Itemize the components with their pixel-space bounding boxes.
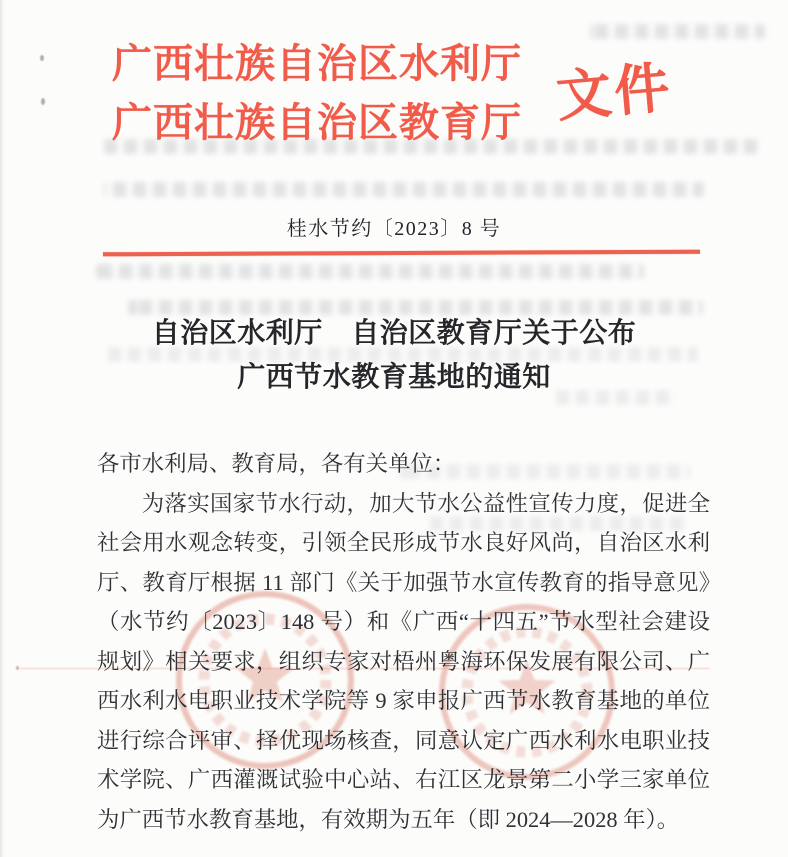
- title-line-2: 广西节水教育基地的通知: [237, 361, 551, 392]
- title-line-1: 自治区水利厅 自治区教育厅关于公布: [151, 317, 637, 348]
- salutation: 各市水利局、教育局，各有关单位：: [97, 451, 456, 476]
- document-number: 桂水节约〔2023〕8 号: [286, 218, 502, 240]
- bleedthrough-smudge: [96, 264, 644, 279]
- document-body: [97, 444, 710, 839]
- scan-speck: [16, 666, 19, 670]
- document-title: [0, 311, 788, 399]
- body-paragraph: 为落实国家节水行动，加大节水公益性宣传力度，促进全社会用水观念转变，引领全民形成节水良好风尚，自治区水利厅、教育厅根据 11 部门《关于加强节水宣传教育的指导意见》（水节约〔2023〕148 号）和《广西“十四五”节水型社会建设规划》相关要求，组织专家对梧州粤海环保发展有限公司、广西水利水电职业技术学院等 9 家申报广西节水教育基地的单位进行综合评审、择优现场核查，同意认定广西水利水电职业技术学院、广西灌溉试验中心站、右江区龙景第二小学三家单位为广西节水教育基地，有效期为五年（即 2024—2028 年）。: [97, 490, 710, 832]
- agency-name-line2: 广西壮族自治区教育厅: [112, 100, 522, 145]
- scan-speck: [40, 55, 44, 61]
- document-type-label: 文件: [553, 57, 675, 128]
- letterhead: [112, 34, 522, 152]
- agency-name-line1: 广西壮族自治区水利厅: [112, 41, 522, 86]
- scan-speck: [41, 98, 45, 105]
- bleedthrough-smudge: [590, 24, 765, 39]
- bleedthrough-smudge: [104, 182, 704, 197]
